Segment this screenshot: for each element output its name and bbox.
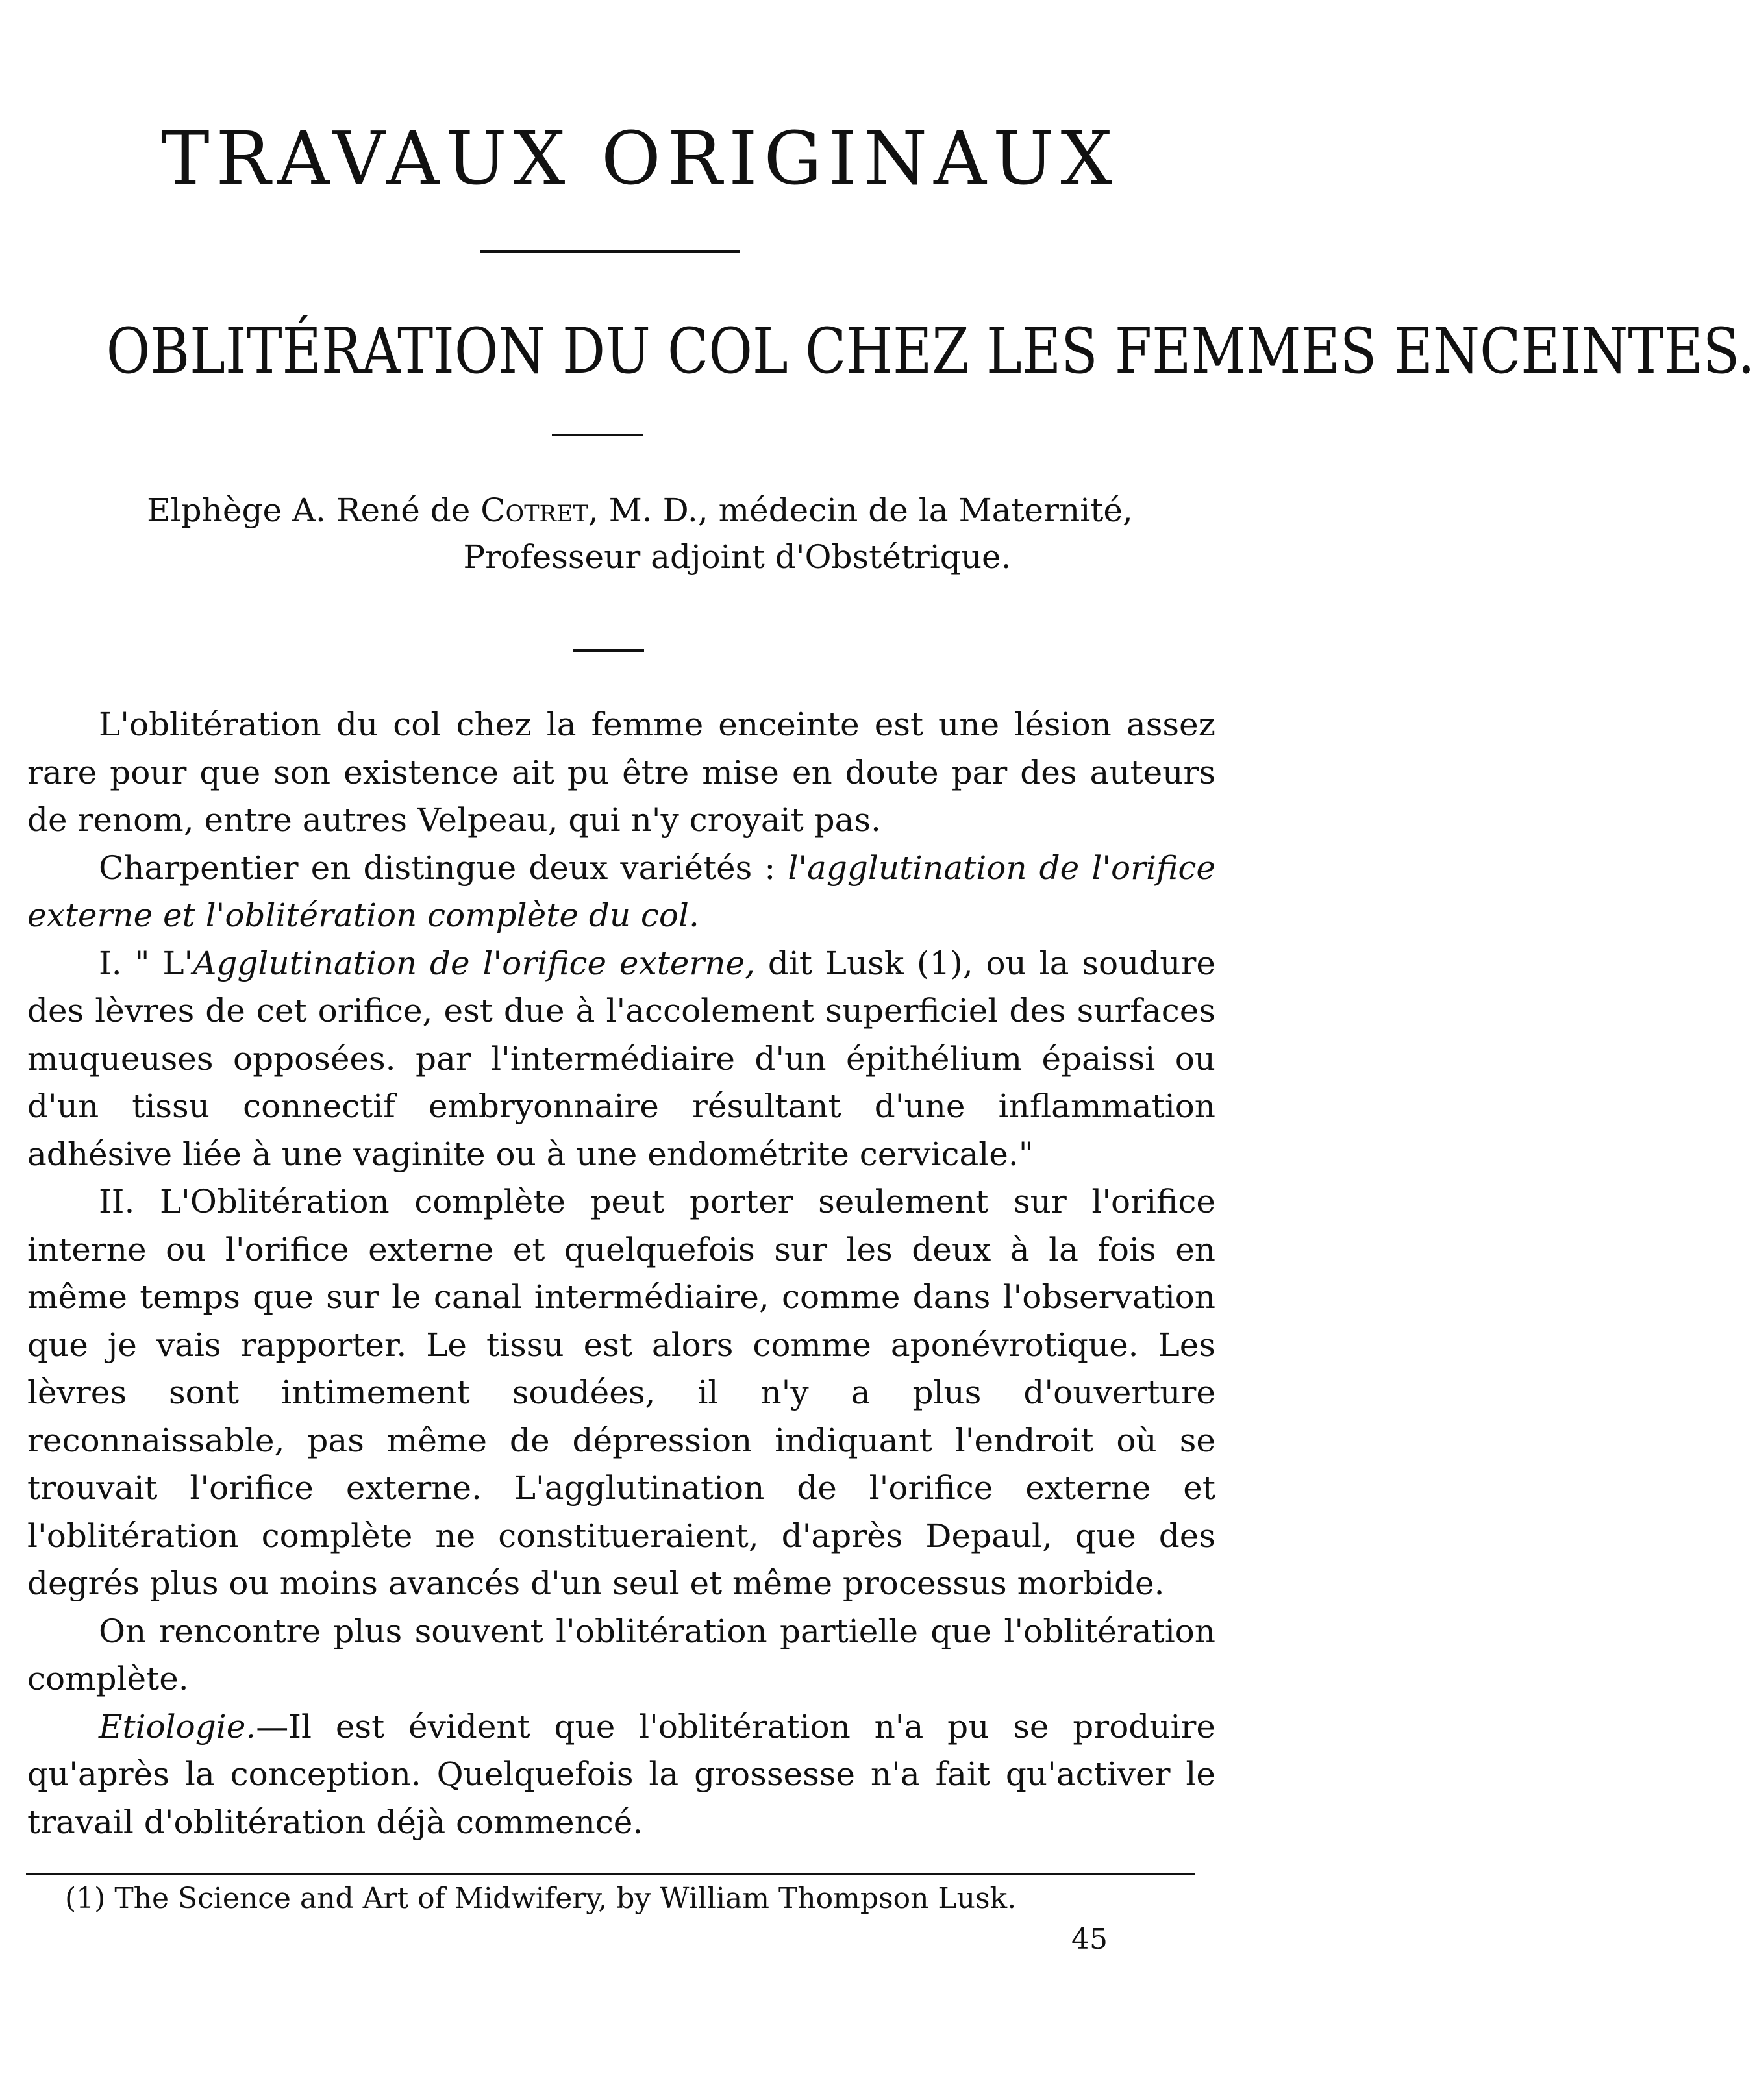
paragraph: On rencontre plus souvent l'oblitération partielle que l'oblitération complète. [27,1612,1215,1698]
paragraph-text: I. " L' [99,944,193,982]
author-name-prefix: Elphège A. René de [147,491,481,529]
author-line [0,487,1280,534]
section-title: TRAVAUX ORIGINAUX [160,117,1119,201]
author-name-suffix: , M. D., médecin de la Maternité, [588,491,1133,529]
italic-text: Etiologie. [99,1707,256,1746]
paragraph: L'oblitération du col chez la femme enceinte est une lésion assez rare pour que son existence ait pu être mise en doute par des auteurs de renom, entre autres Velpeau, qui n'y croyait pas. [27,706,1215,839]
title-divider-short [552,434,643,436]
article-body [27,701,1215,1846]
paragraph [27,940,1215,1179]
paragraph [27,845,1215,940]
footnote: (1) The Science and Art of Midwifery, by William Thompson Lusk. [65,1882,1017,1915]
paragraph-text: dit Lusk (1), ou la soudure des lèvres de cet orifice, est due à l'accolement superficiel des surfaces muqueuses opposées. par l'intermédiaire d'un épithélium épaissi ou d'un tissu connectif embryonnaire résultant d'une inflammation adhésive liée à une vaginite ou à une endométrite cervicale." [27,944,1215,1173]
paragraph-text: Charpentier en distingue deux variétés : [99,848,788,887]
author-block [0,487,1280,580]
page-number: 45 [1071,1923,1108,1956]
author-surname: Cotret [480,491,588,529]
paragraph-text: —Il est évident que l'oblitération n'a pu se produire qu'après la conception. Quelquefois la grossesse n'a fait qu'activer le travail d'oblitération déjà commencé. [27,1707,1215,1841]
author-affiliation: Professeur adjoint d'Obstétrique. [463,538,1012,576]
italic-text: Agglutination de l'orifice externe, [193,944,755,982]
article-title: OBLITÉRATION DU COL CHEZ LES FEMMES ENCEINTES. [106,315,1755,388]
italic-text: l'agglutination de l'orifice externe et l'oblitération complète du col. [27,848,1215,934]
title-divider [480,250,740,253]
author-divider [573,649,644,652]
paragraph [27,1703,1215,1847]
footnote-divider [26,1873,1195,1875]
paragraph: II. L'Oblitération complète peut porter seulement sur l'orifice interne ou l'orifice externe et quelquefois sur les deux à la fois en même temps que sur le canal intermédiaire, comme dans l'observation que je vais rapporter. Le tissu est alors comme aponévrotique. Les lèvres sont intimement soudées, il n'y a plus d'ouverture reconnaissable, pas même de dépression indiquant l'endroit où se trouvait l'orifice externe. L'agglutination de l'orifice externe et l'oblitération complète ne constitueraient, d'après Depaul, que des degrés plus ou moins avancés d'un seul et même processus morbide. [27,1183,1215,1602]
